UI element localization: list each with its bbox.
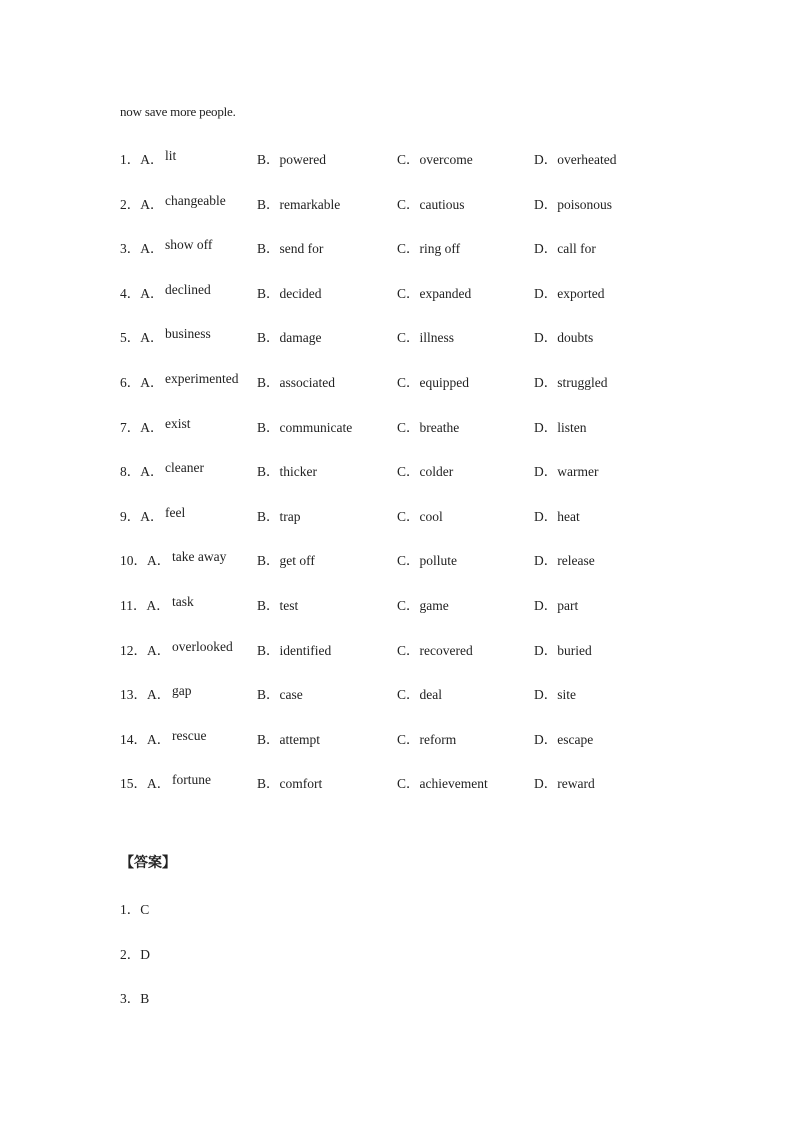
option-d: D．site — [534, 687, 576, 703]
option-a: lit — [165, 148, 177, 163]
question-row — [120, 505, 680, 525]
question-number: 9．A． — [120, 508, 164, 524]
lead-text: now save more people. — [120, 104, 236, 119]
option-b: B．thicker — [257, 464, 317, 480]
option-d: D．overheated — [534, 152, 617, 167]
option-c: C．game — [397, 598, 449, 613]
option-a: overlooked — [172, 638, 233, 654]
option-a: exist — [165, 415, 191, 431]
question-number: 14．A． — [120, 731, 171, 747]
option-c: C．recovered — [397, 642, 473, 658]
option-c: C．equipped — [397, 375, 469, 390]
question-number: 6．A． — [120, 375, 164, 390]
option-c: C．cautious — [397, 196, 465, 212]
question-row — [120, 282, 680, 302]
question-row — [120, 683, 680, 703]
option-a: declined — [165, 281, 211, 297]
question-row — [120, 326, 680, 346]
option-b: B．associated — [257, 375, 335, 390]
option-d: D．doubts — [534, 330, 594, 346]
option-d: D．release — [534, 553, 595, 569]
answer-item: 1．C — [120, 902, 150, 917]
option-d: D．buried — [534, 642, 592, 658]
option-b: B．send for — [257, 241, 324, 257]
option-b: B．decided — [257, 285, 322, 301]
question-number: 4．A． — [120, 285, 164, 301]
question-row — [120, 549, 680, 569]
question-number: 2．A． — [120, 196, 164, 212]
option-a: show off — [165, 237, 213, 253]
question-number: 8．A． — [120, 464, 164, 480]
option-d: D．part — [534, 598, 579, 613]
option-b: B．comfort — [257, 776, 323, 792]
option-a: cleaner — [165, 460, 204, 476]
question-number: 5．A． — [120, 330, 164, 346]
answer-heading: 【答案】 — [120, 855, 176, 871]
option-a: business — [165, 326, 211, 342]
option-d: D．listen — [534, 419, 587, 435]
option-a: changeable — [165, 192, 226, 208]
question-row — [120, 237, 680, 257]
option-c: C．breathe — [397, 419, 460, 435]
question-row — [120, 772, 680, 792]
question-number: 15．A． — [120, 776, 171, 792]
option-b: B．trap — [257, 508, 301, 524]
question-number: 12．A． — [120, 642, 171, 658]
question-number: 13．A． — [120, 687, 171, 703]
option-b: B．identified — [257, 642, 332, 658]
option-d: D．exported — [534, 285, 605, 301]
question-number: 3．A． — [120, 241, 164, 257]
option-c: C．reform — [397, 731, 457, 747]
option-d: D．call for — [534, 241, 596, 257]
option-c: C．achievement — [397, 776, 488, 792]
option-a: take away — [172, 549, 227, 565]
option-b: B．communicate — [257, 419, 353, 435]
question-row — [120, 193, 680, 213]
option-d: D．struggled — [534, 375, 608, 390]
question-row — [120, 371, 680, 391]
option-a: experimented — [165, 371, 239, 386]
option-c: C．cool — [397, 508, 443, 524]
option-d: D．warmer — [534, 464, 599, 480]
option-a: task — [172, 594, 194, 609]
option-b: B．powered — [257, 152, 326, 167]
option-d: D．heat — [534, 508, 580, 524]
option-a: gap — [172, 683, 192, 699]
option-c: C．illness — [397, 330, 455, 346]
question-number: 11．A． — [120, 598, 170, 613]
option-c: C．deal — [397, 687, 442, 703]
question-row — [120, 148, 680, 168]
option-b: B．remarkable — [257, 196, 341, 212]
question-number: 7．A． — [120, 419, 164, 435]
option-d: D．escape — [534, 731, 594, 747]
option-c: C．pollute — [397, 553, 457, 569]
question-row — [120, 594, 680, 614]
question-number: 1．A． — [120, 152, 164, 167]
question-number: 10．A． — [120, 553, 171, 569]
question-row — [120, 460, 680, 480]
question-row — [120, 728, 680, 748]
option-a: feel — [165, 504, 186, 520]
option-a: rescue — [172, 727, 207, 743]
question-row — [120, 639, 680, 659]
answer-item: 2．D — [120, 946, 150, 962]
option-b: B．attempt — [257, 731, 320, 747]
answer-item: 3．B — [120, 991, 150, 1006]
option-a: fortune — [172, 772, 211, 788]
option-d: D．poisonous — [534, 196, 613, 212]
option-b: B．damage — [257, 330, 322, 346]
option-b: B．test — [257, 598, 299, 613]
option-c: C．expanded — [397, 285, 472, 301]
option-c: C．ring off — [397, 241, 461, 257]
question-row — [120, 416, 680, 436]
option-b: B．case — [257, 687, 303, 703]
option-c: C．colder — [397, 464, 454, 480]
option-d: D．reward — [534, 776, 595, 792]
option-c: C．overcome — [397, 152, 473, 167]
option-b: B．get off — [257, 553, 315, 569]
